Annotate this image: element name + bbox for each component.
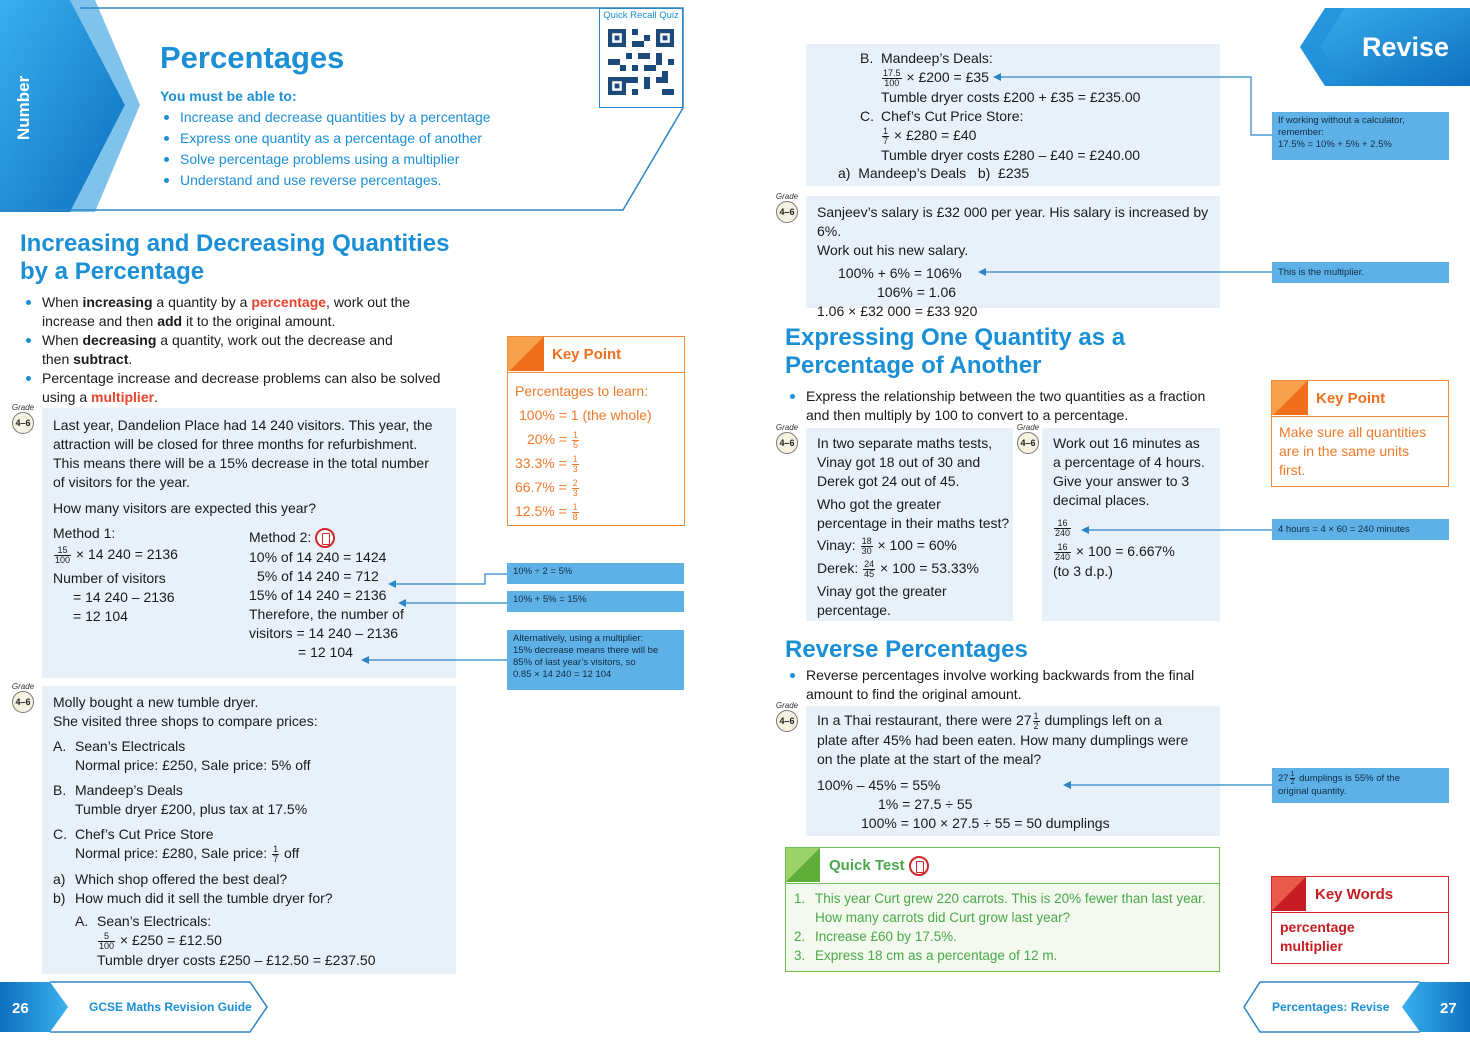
grade-badge: Grade 4–6: [774, 424, 800, 454]
ex3-line: Work out his new salary.: [817, 242, 969, 258]
key-point-percentages: Key Point Percentages to learn: 100% = 1 (the whole) 20% = $\frac{1}{5}$ 33.3% = $\frac{1}{3}$ 66.7% = $\frac{2}{3}$ 12.5% = $\frac{1}{8}$: [507, 336, 685, 526]
key-word: multiplier: [1280, 938, 1344, 954]
shop-b-price: Tumble dryer £200, plus tax at 17.5%: [75, 801, 308, 817]
example-tumble-dryer: [42, 686, 456, 974]
must-label: You must be able to:: [160, 88, 297, 104]
kp-intro: Percentages to learn:: [515, 383, 649, 399]
grade-badge: Grade 4–6: [774, 193, 800, 223]
shop-a-price: Normal price: £250, Sale price: 5% off: [75, 757, 311, 773]
method2-line4: Therefore, the number of: [249, 606, 404, 623]
section-title-reverse: Reverse Percentages: [785, 636, 1028, 663]
ex5-line: decimal places.: [1053, 492, 1150, 508]
bullet-increase: When increasing a quantity by a percentage, work out the increase and then add it to the original amount.: [22, 293, 462, 331]
ex4-conclusion: Vinay got the greater: [817, 582, 947, 599]
method1-line4: = 12 104: [73, 607, 128, 624]
quick-test: [785, 847, 1220, 972]
grade-badge: Grade 4–6: [10, 683, 36, 713]
method2-label: Method 2:: [249, 528, 454, 548]
ex5-dp: (to 3 d.p.): [1053, 562, 1113, 579]
quick-test-title: Quick Test: [829, 856, 929, 876]
ex4-line: Derek got 24 out of 45.: [817, 473, 960, 489]
ex4-question: Who got the greater: [817, 496, 941, 512]
derek-calc: Derek: $\frac{24}{45}$ × 100 = 53.33%: [817, 558, 979, 579]
answer-line: a) Mandeep’s Deals b) £235: [838, 165, 1030, 181]
quick-test-item: 2. Increase £60 by 17.5%.: [794, 929, 957, 944]
tip-multiplier-alt: Alternatively, using a multiplier: 15% decrease means there will be 85% of last year’s visitors, so 0.85 × 14 240 = 12 104: [507, 630, 684, 690]
quick-test-item: 1. This year Curt grew 220 carrots. This is 20% fewer than last year. How many carrots did Curt grow last year?: [794, 891, 1206, 925]
ex6-line: In a Thai restaurant, there were 27 $\frac{1}{2}$ dumplings left on a: [817, 710, 1162, 731]
tip-calculator: If working without a calculator, remember: 17.5% = 10% + 5% + 2.5%: [1272, 112, 1449, 160]
grade-badge: Grade 4–6: [1015, 424, 1041, 454]
section3-bullet: Reverse percentages involve working backwards from the final amount to find the original amount.: [786, 666, 1226, 704]
ex5-line: a percentage of 4 hours.: [1053, 454, 1205, 470]
shop-c: C. Chef’s Cut Price Store: [53, 826, 214, 842]
quick-test-item: 3. Express 18 cm as a percentage of 12 m.: [794, 948, 1058, 963]
book-title: GCSE Maths Revision Guide: [89, 1000, 252, 1014]
ex3-calc: 106% = 1.06: [877, 284, 957, 300]
method1-label: Method 1:: [53, 525, 116, 541]
tip-hours-minutes: 4 hours = 4 × 60 = 240 minutes: [1272, 519, 1449, 540]
ex5-calc: $\frac{16}{240}$ × 100 = 6.667%: [1055, 541, 1175, 562]
method2-line1: 10% of 14 240 = 1424: [249, 549, 387, 566]
page-number-left: 26: [12, 1000, 29, 1017]
page-title: Percentages: [160, 40, 345, 75]
calculator-not-allowed-icon: [315, 528, 335, 548]
bullet-decrease: When decreasing a quantity, work out the decrease and then subtract.: [22, 331, 462, 369]
ex3-calc: 1.06 × £32 000 = £33 920: [817, 303, 978, 319]
key-point-units: Key Point Make sure all quantities are in the same units first.: [1271, 380, 1449, 487]
section-title-expressing: Expressing One Quantity as a Percentage of Another: [785, 324, 1126, 379]
objective-item: Solve percentage problems using a multiplier: [160, 150, 540, 169]
ex-line: Last year, Dandelion Place had 14 240 visitors. This year, the: [53, 417, 433, 433]
section1-bullets: [22, 293, 462, 407]
cont-c-total: Tumble dryer costs £280 – £40 = £240.00: [881, 146, 1141, 163]
cont-c: C. Chef’s Cut Price Store:: [860, 107, 1024, 124]
ex3-line: Sanjeev’s salary is £32 000 per year. His salary is increased by 6%.: [817, 204, 1209, 239]
kp-row: 100% = 1 (the whole): [519, 407, 652, 423]
method1-line2: Number of visitors: [53, 569, 166, 586]
ex4-line: Vinay got 18 out of 30 and: [817, 454, 981, 470]
ex2-line: Molly bought a new tumble dryer.: [53, 694, 259, 710]
shop-b: B. Mandeep’s Deals: [53, 782, 183, 798]
quick-test-icon: [786, 848, 820, 882]
kp2-line: are in the same units: [1279, 443, 1409, 459]
kp-row: 66.7% = $\frac{2}{3}$: [515, 477, 578, 498]
tip-connectors-left: [355, 570, 510, 665]
method2-line5: visitors = 14 240 – 2136: [249, 625, 399, 642]
key-words-icon: [1272, 877, 1306, 911]
key-words: [1271, 876, 1449, 964]
key-point-icon: [1272, 381, 1308, 415]
grade-badge: Grade 4–6: [774, 702, 800, 732]
ex-question: How many visitors are expected this year?: [53, 500, 316, 516]
ex3-calc: 100% + 6% = 106%: [838, 265, 962, 281]
bullet-multiplier: Percentage increase and decrease problems can also be solved using a multiplier.: [22, 369, 462, 407]
kp-row: 20% = $\frac{1}{5}$: [527, 429, 578, 450]
qr-code-icon: [608, 29, 674, 95]
ex6-calc: 1% = 27.5 ÷ 55: [878, 795, 973, 812]
key-point-icon: [508, 337, 544, 371]
ex4-question: percentage in their maths test?: [817, 515, 1010, 531]
quick-recall-quiz[interactable]: [599, 8, 683, 108]
vinay-calc: Vinay: $\frac{18}{30}$ × 100 = 60%: [817, 535, 957, 556]
ex5-fraction: $\frac{16}{240}$: [1055, 517, 1071, 538]
ex5-line: Give your answer to 3: [1053, 473, 1190, 489]
tip-this-is-multiplier: This is the multiplier.: [1272, 262, 1449, 283]
objective-item: Understand and use reverse percentages.: [160, 171, 540, 190]
objectives-list: [160, 108, 540, 190]
section2-bullet: Express the relationship between the two quantities as a fraction and then multiply by 100 to convert to a percentage.: [786, 387, 1226, 425]
quiz-label: Quick Recall Quiz: [603, 10, 679, 21]
kp-row: 33.3% = $\frac{1}{3}$: [515, 453, 578, 474]
solution-a: A. Sean’s Electricals:: [75, 912, 212, 929]
shop-a: A. Sean’s Electricals: [53, 738, 186, 754]
ex-line: of visitors for the year.: [53, 474, 190, 490]
key-words-title: Key Words: [1315, 886, 1394, 903]
key-word: percentage: [1280, 919, 1355, 935]
solution-a-calc: $\frac{5}{100}$ × £250 = £12.50: [99, 930, 222, 951]
objective-item: Increase and decrease quantities by a percentage: [160, 108, 540, 127]
chapter-title: Percentages: Revise: [1272, 1000, 1390, 1014]
section-title-increase-decrease: Increasing and Decreasing Quantities by a Percentage: [20, 230, 450, 285]
kp2-line: first.: [1279, 462, 1306, 478]
objective-item: Express one quantity as a percentage of another: [160, 129, 540, 148]
tip-fifteen: 10% + 5% = 15%: [507, 591, 684, 612]
question-a: a) Which shop offered the best deal?: [53, 870, 288, 887]
tip-connectors-right: [975, 60, 1275, 800]
tip-dumplings: 27 $\frac{1}{2}$ dumplings is 55% of the original quantity.: [1272, 768, 1449, 803]
kp-row: 12.5% = $\frac{1}{8}$: [515, 501, 578, 522]
method1-line1: $\frac{15}{100}$ × 14 240 = 2136: [55, 544, 178, 565]
ex6-line: plate after 45% had been eaten. How many dumplings were: [817, 731, 1189, 748]
cont-b-total: Tumble dryer costs £200 + £35 = £235.00: [881, 88, 1141, 105]
tip-half-ten: 10% ÷ 2 = 5%: [507, 563, 684, 584]
kp2-line: Make sure all quantities: [1279, 424, 1427, 440]
method2-line3: 15% of 14 240 = 2136: [249, 587, 387, 604]
ex5-line: Work out 16 minutes as: [1053, 435, 1200, 451]
ex-line: attraction will be closed for three months for refurbishment.: [53, 436, 418, 452]
cont-b: B. Mandeep’s Deals:: [860, 50, 993, 66]
grade-badge: Grade 4–6: [10, 404, 36, 434]
ex6-line: on the plate at the start of the meal?: [817, 750, 1042, 767]
page-number-right: 27: [1440, 1000, 1457, 1017]
cont-b-calc: $\frac{17.5}{100}$ × £200 = £35: [883, 67, 989, 88]
cont-c-calc: $\frac{1}{7}$ × £280 = £40: [883, 125, 977, 146]
ex6-calc: 100% = 100 × 27.5 ÷ 55 = 50 dumplings: [861, 814, 1110, 831]
solution-a-total: Tumble dryer costs £250 – £12.50 = £237.50: [97, 951, 376, 968]
method2-line2: 5% of 14 240 = 712: [257, 568, 379, 585]
method1-line3: = 14 240 – 2136: [73, 588, 175, 605]
question-b: b) How much did it sell the tumble dryer for?: [53, 889, 333, 906]
ex4-line: In two separate maths tests,: [817, 435, 993, 451]
revise-label: Revise: [1362, 32, 1450, 62]
calculator-not-allowed-icon: [909, 856, 929, 876]
ex-line: This means there will be a 15% decrease in the total number: [53, 455, 429, 471]
ex2-line: She visited three shops to compare prices:: [53, 713, 318, 729]
shop-c-price: Normal price: £280, Sale price: $\frac{1}{7}$ off: [75, 843, 300, 864]
ex4-conclusion: percentage.: [817, 601, 891, 618]
method2-line6: = 12 104: [298, 644, 353, 661]
number-tab-label: Number: [14, 75, 33, 140]
ex6-calc: 100% – 45% = 55%: [817, 776, 941, 793]
